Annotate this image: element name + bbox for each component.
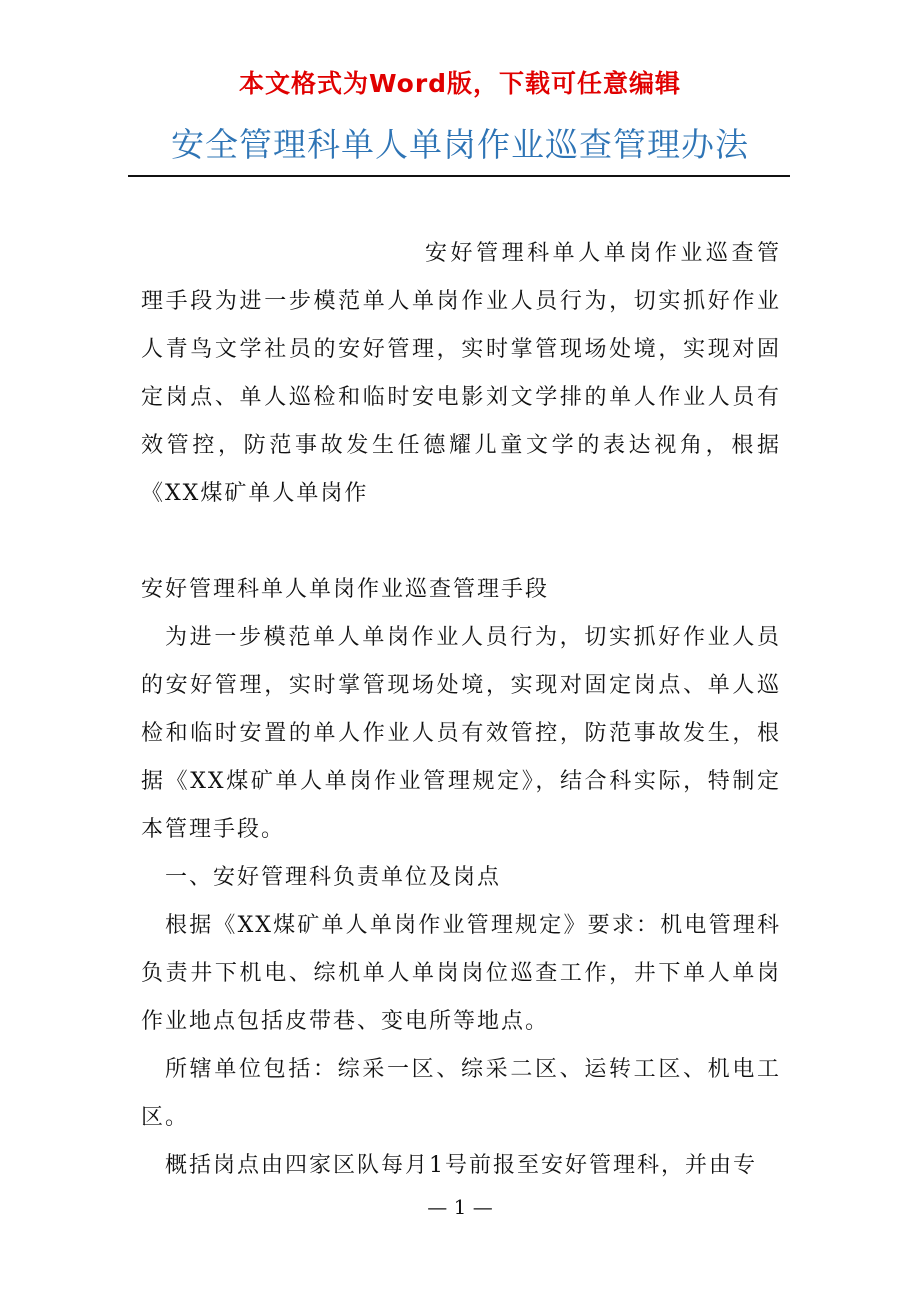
intro-paragraph: 安好管理科单人单岗作业巡查管理手段为进一步模范单人单岗作业人员行为，切实抓好作业人青鸟文学社员的安好管理，实时掌管现场处境，实现对固定岗点、单人巡检和临时安电影刘文学排的单人作业人员有效管控，防范事故发生任德耀儿童文学的表达视角，根据《XX煤矿单人单岗作 <box>141 241 781 506</box>
format-notice-banner: 本文格式为Word版，下载可任意编辑 <box>238 69 682 98</box>
subsection-heading: 一、安好管理科负责单位及岗点 <box>165 865 502 890</box>
paragraph-gap <box>141 518 781 566</box>
document-title: 安全管理科单人单岗作业巡查管理办法 <box>171 125 749 164</box>
body-paragraph: 根据《XX煤矿单人单岗作业管理规定》要求：机电管理科负责井下机电、综机单人单岗岗位巡查工作，井下单人单岗作业地点包括皮带巷、变电所等地点。 <box>141 913 781 1034</box>
document-body <box>141 230 781 1190</box>
page-number: — 1 — <box>427 1195 493 1219</box>
body-paragraph: 为进一步模范单人单岗作业人员行为，切实抓好作业人员的安好管理，实时掌管现场处境，实现对固定岗点、单人巡检和临时安置的单人作业人员有效管控，防范事故发生，根据《XX煤矿单人单岗作业管理规定》，结合科实际，特制定本管理手段。 <box>141 625 781 842</box>
title-divider <box>128 175 790 177</box>
body-paragraph: 概括岗点由四家区队每月1号前报至安好管理科，并由专 <box>165 1153 757 1178</box>
section-heading: 安好管理科单人单岗作业巡查管理手段 <box>141 577 550 602</box>
body-paragraph: 所辖单位包括：综采一区、综采二区、运转工区、机电工区。 <box>141 1057 781 1130</box>
